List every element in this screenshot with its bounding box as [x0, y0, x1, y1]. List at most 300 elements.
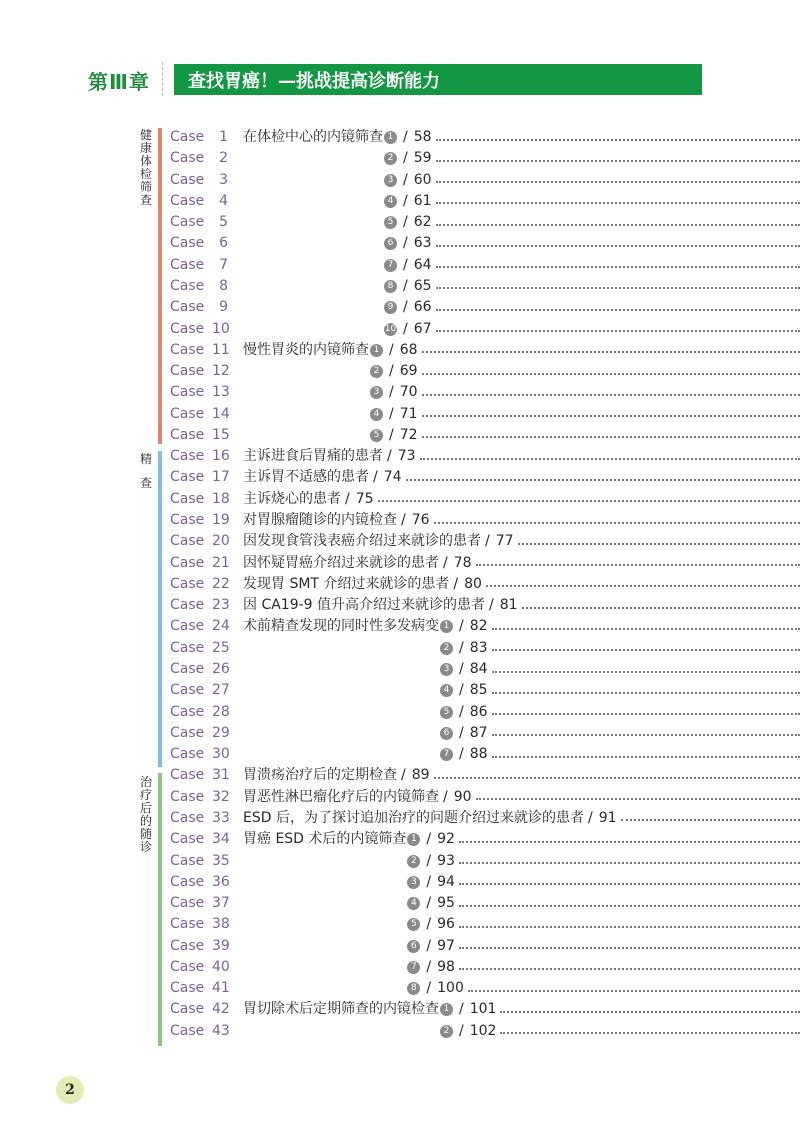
case-label: [170, 148, 228, 169]
case-word: Case: [170, 767, 205, 784]
separator-slash: /: [459, 1001, 464, 1018]
case-number: 17: [212, 469, 230, 486]
page-number-ref: 94: [437, 873, 455, 890]
entry-line: [243, 957, 800, 978]
circled-number-icon: 8: [384, 280, 397, 293]
case-number: 21: [212, 554, 230, 571]
toc-entry[interactable]: [0, 723, 800, 744]
dotted-leader: [422, 415, 800, 417]
page-number-ref: 100: [437, 980, 464, 997]
case-label: [170, 638, 228, 659]
dotted-leader: [436, 139, 800, 141]
separator-slash: /: [403, 320, 408, 337]
page-number-ref: 65: [413, 277, 432, 294]
case-number: 12: [212, 363, 230, 380]
separator-slash: /: [401, 512, 406, 529]
case-word: Case: [170, 512, 205, 529]
toc-entry[interactable]: [0, 936, 800, 957]
separator-slash: /: [426, 831, 432, 848]
dotted-leader: [436, 245, 800, 247]
page-number-ref: 66: [413, 299, 432, 316]
entry-line: [243, 659, 800, 680]
toc-entry[interactable]: [0, 531, 800, 552]
circled-number-icon: 5: [440, 706, 453, 719]
entry-title: 胃溃疡治疗后的定期检查: [243, 767, 397, 784]
separator-slash: /: [387, 448, 392, 465]
toc-entry[interactable]: [0, 212, 800, 233]
case-word: Case: [170, 724, 205, 741]
entry-line: [243, 531, 800, 552]
entry-line: [243, 914, 800, 935]
case-word: Case: [170, 682, 205, 699]
case-word: Case: [170, 895, 205, 912]
entry-line: [243, 319, 800, 340]
separator-slash: /: [403, 214, 408, 231]
case-label: [170, 276, 228, 297]
separator-slash: /: [459, 682, 464, 699]
circled-number-icon: 2: [407, 855, 420, 868]
case-word: Case: [170, 618, 205, 635]
dotted-leader: [468, 990, 800, 992]
case-word: Case: [170, 703, 205, 720]
case-label: [170, 914, 228, 935]
case-word: Case: [170, 448, 205, 465]
separator-slash: /: [443, 788, 448, 805]
circled-number-icon: 1: [370, 344, 383, 357]
page-number-ref: 89: [411, 767, 430, 784]
toc-entry[interactable]: [0, 893, 800, 914]
dotted-leader: [621, 819, 800, 821]
case-label: [170, 510, 228, 531]
case-number: 9: [219, 299, 228, 316]
page-number: 2: [56, 1076, 84, 1104]
toc-entry[interactable]: [0, 276, 800, 297]
case-number: 24: [212, 618, 230, 635]
toc-entry[interactable]: [0, 808, 800, 829]
case-word: Case: [170, 916, 205, 933]
circled-number-icon: 5: [370, 429, 383, 442]
separator-slash: /: [443, 554, 448, 571]
circled-number-icon: 3: [370, 386, 383, 399]
case-number: 20: [212, 533, 230, 550]
circled-number-icon: 3: [440, 663, 453, 676]
dotted-leader: [436, 202, 800, 204]
circled-number-icon: 1: [440, 620, 453, 633]
entry-line: [243, 233, 800, 254]
toc-entry[interactable]: [0, 404, 800, 425]
entry-line: [243, 999, 800, 1020]
toc-entry[interactable]: [0, 872, 800, 893]
entry-line: [243, 744, 800, 765]
dotted-leader: [492, 692, 800, 694]
dotted-leader: [436, 224, 800, 226]
case-number: 6: [219, 235, 228, 252]
toc-entry[interactable]: [0, 957, 800, 978]
dotted-leader: [436, 266, 800, 268]
entry-line: [243, 829, 800, 850]
entry-title: 主诉进食后胃痛的患者: [243, 448, 383, 465]
toc-entry[interactable]: [0, 170, 800, 191]
circled-number-icon: 8: [407, 982, 420, 995]
case-label: [170, 999, 228, 1020]
case-number: 7: [219, 256, 228, 273]
entry-line: [243, 127, 800, 148]
toc-entry[interactable]: [0, 446, 800, 467]
separator-slash: /: [389, 341, 394, 358]
dotted-leader: [492, 734, 800, 736]
toc-entry[interactable]: [0, 765, 800, 786]
separator-slash: /: [389, 363, 394, 380]
toc-entry[interactable]: [0, 999, 800, 1020]
case-label: [170, 340, 228, 361]
dotted-leader: [459, 862, 800, 864]
dotted-leader: [459, 883, 800, 885]
entry-line: [243, 276, 800, 297]
toc-entry[interactable]: [0, 467, 800, 488]
circled-number-icon: 7: [384, 259, 397, 272]
page-number-ref: 95: [437, 895, 455, 912]
case-word: Case: [170, 171, 205, 188]
circled-number-icon: 7: [440, 748, 453, 761]
case-label: [170, 531, 228, 552]
toc-entry[interactable]: [0, 595, 800, 616]
page-number-ref: 75: [355, 490, 374, 507]
case-number: 15: [212, 426, 230, 443]
entry-line: [243, 382, 800, 403]
toc-entry[interactable]: [0, 680, 800, 701]
separator-slash: /: [426, 895, 432, 912]
entry-line: [243, 510, 800, 531]
page-number-ref: 102: [469, 1022, 497, 1039]
entry-line: [243, 808, 800, 829]
separator-slash: /: [459, 639, 464, 656]
header-divider: [162, 62, 163, 96]
toc-entry[interactable]: [0, 489, 800, 510]
case-label: [170, 659, 228, 680]
toc-entry[interactable]: [0, 361, 800, 382]
case-number: 10: [212, 320, 230, 337]
dotted-leader: [476, 564, 800, 566]
separator-slash: /: [489, 597, 494, 614]
separator-slash: /: [485, 533, 490, 550]
case-word: Case: [170, 831, 205, 848]
circled-number-icon: 1: [407, 833, 420, 846]
case-label: [170, 957, 228, 978]
case-word: Case: [170, 363, 205, 380]
case-word: Case: [170, 1001, 205, 1018]
case-number: 5: [219, 214, 228, 231]
separator-slash: /: [459, 703, 464, 720]
dotted-leader: [436, 287, 800, 289]
dotted-leader: [436, 160, 800, 162]
dotted-leader: [492, 628, 800, 630]
circled-number-icon: 4: [407, 897, 420, 910]
toc-entry[interactable]: [0, 851, 800, 872]
page-number-ref: 61: [413, 192, 432, 209]
entry-title: 主诉烧心的患者: [243, 490, 341, 507]
case-number: 26: [212, 661, 230, 677]
toc-entry[interactable]: [0, 297, 800, 318]
case-label: [170, 489, 228, 510]
case-label: [170, 425, 228, 446]
case-number: 38: [212, 916, 230, 933]
dotted-leader: [492, 649, 800, 651]
case-word: Case: [170, 469, 205, 486]
circled-number-icon: 2: [440, 1025, 453, 1038]
circled-number-icon: 2: [440, 642, 453, 655]
case-number: 39: [212, 937, 230, 954]
dotted-leader: [459, 968, 800, 970]
case-number: 33: [212, 809, 230, 826]
entry-line: [243, 170, 800, 191]
page-number-ref: 78: [453, 554, 472, 571]
toc-entry[interactable]: [0, 574, 800, 595]
case-number: 29: [212, 724, 230, 741]
toc-entry[interactable]: [0, 425, 800, 446]
page-number-ref: 74: [383, 469, 402, 486]
case-number: 14: [212, 405, 230, 422]
entry-title: 术前精查发现的同时性多发病变: [243, 618, 439, 635]
page-number-ref: 85: [469, 682, 488, 699]
toc-entry[interactable]: [0, 510, 800, 531]
case-label: [170, 382, 228, 403]
toc-entry[interactable]: [0, 340, 800, 361]
entry-line: [243, 361, 800, 382]
page-number-ref: 69: [399, 363, 418, 380]
case-word: Case: [170, 1022, 205, 1039]
case-word: Case: [170, 129, 205, 145]
entry-line: [243, 255, 800, 276]
case-label: [170, 936, 228, 957]
separator-slash: /: [403, 299, 408, 316]
separator-slash: /: [426, 852, 432, 869]
circled-number-icon: 7: [407, 961, 420, 974]
case-word: Case: [170, 661, 205, 677]
entry-title: ESD 后，为了探讨追加治疗的问题介绍过来就诊的患者: [243, 809, 584, 826]
toc-entry[interactable]: [0, 233, 800, 254]
toc-entry[interactable]: [0, 638, 800, 659]
entry-line: [243, 702, 800, 723]
page-number-ref: 91: [598, 809, 617, 826]
toc-entry[interactable]: [0, 127, 800, 148]
separator-slash: /: [403, 235, 408, 252]
toc-entry[interactable]: [0, 978, 800, 999]
entry-line: [243, 893, 800, 914]
case-number: 32: [212, 788, 230, 805]
separator-slash: /: [426, 916, 432, 933]
chapter-title-bar: [174, 64, 702, 95]
toc-entry[interactable]: [0, 255, 800, 276]
toc-entry[interactable]: [0, 659, 800, 680]
case-word: Case: [170, 980, 205, 997]
entry-line: [243, 553, 800, 574]
circled-number-icon: 5: [384, 216, 397, 229]
case-word: Case: [170, 384, 205, 401]
toc-entry[interactable]: [0, 914, 800, 935]
circled-number-icon: 4: [440, 684, 453, 697]
circled-number-icon: 6: [407, 940, 420, 953]
case-number: 16: [212, 448, 230, 465]
circled-number-icon: 1: [384, 131, 397, 144]
case-label: [170, 829, 228, 850]
separator-slash: /: [389, 384, 394, 401]
dotted-leader: [500, 1011, 800, 1013]
dotted-leader: [422, 436, 800, 438]
section-label-detailed-exam: 精 查: [139, 452, 152, 490]
dotted-leader: [486, 585, 800, 587]
separator-slash: /: [345, 490, 350, 507]
case-label: [170, 808, 228, 829]
dotted-leader: [422, 351, 800, 353]
toc-entry[interactable]: [0, 616, 800, 637]
entry-line: [243, 425, 800, 446]
separator-slash: /: [459, 618, 464, 635]
toc-entry[interactable]: [0, 319, 800, 340]
case-word: Case: [170, 873, 205, 890]
page-number-ref: 67: [413, 320, 432, 337]
chapter-title: 查找胃癌！—挑战提高诊断能力: [188, 71, 440, 92]
case-word: Case: [170, 299, 205, 316]
entry-line: [243, 489, 800, 510]
page-number-ref: 70: [399, 384, 418, 401]
entry-line: [243, 595, 800, 616]
case-label: [170, 404, 228, 425]
entry-line: [243, 765, 800, 786]
page-number-ref: 88: [469, 746, 488, 763]
case-number: 19: [212, 512, 230, 529]
separator-slash: /: [403, 150, 408, 167]
separator-slash: /: [426, 873, 432, 890]
entry-title: 发现胃 SMT 介绍过来就诊的患者: [243, 575, 450, 592]
page-number-ref: 60: [413, 171, 432, 188]
toc-entry[interactable]: [0, 382, 800, 403]
case-label: [170, 744, 228, 765]
separator-slash: /: [459, 661, 464, 677]
case-label: [170, 1021, 228, 1042]
entry-line: [243, 404, 800, 425]
entry-title: 胃切除术后定期筛查的内镜检查: [243, 1001, 439, 1018]
dotted-leader: [434, 777, 800, 779]
case-label: [170, 787, 228, 808]
toc-entry[interactable]: [0, 702, 800, 723]
entry-line: [243, 851, 800, 872]
case-word: Case: [170, 235, 205, 252]
toc-entry[interactable]: [0, 1021, 800, 1042]
case-number: 1: [219, 129, 228, 145]
dotted-leader: [378, 500, 800, 502]
case-word: Case: [170, 426, 205, 443]
page-number-ref: 97: [437, 937, 455, 954]
entry-title: 因 CA19-9 值升高介绍过来就诊的患者: [243, 597, 486, 614]
case-number: 13: [212, 384, 230, 401]
separator-slash: /: [389, 405, 394, 422]
circled-number-icon: 10: [384, 323, 397, 334]
toc-entry[interactable]: [0, 744, 800, 765]
case-number: 35: [212, 852, 230, 869]
separator-slash: /: [426, 958, 432, 975]
toc-entry[interactable]: [0, 787, 800, 808]
entry-line: [243, 787, 800, 808]
case-label: [170, 446, 228, 467]
page-number-ref: 92: [437, 831, 455, 848]
case-word: Case: [170, 852, 205, 869]
case-number: 36: [212, 873, 230, 890]
dotted-leader: [500, 1032, 800, 1034]
case-label: [170, 467, 228, 488]
page-number-ref: 64: [413, 256, 432, 273]
entry-title: 因发现食管浅表癌介绍过来就诊的患者: [243, 533, 481, 550]
circled-number-icon: 6: [384, 237, 397, 250]
circled-number-icon: 4: [370, 408, 383, 421]
entry-line: [243, 467, 800, 488]
entry-line: [243, 212, 800, 233]
dotted-leader: [420, 458, 800, 460]
page-number-ref: 87: [469, 724, 488, 741]
toc-entry[interactable]: [0, 148, 800, 169]
page-number-ref: 101: [469, 1001, 497, 1018]
case-label: [170, 616, 228, 637]
case-number: 30: [212, 746, 230, 763]
case-label: [170, 127, 228, 148]
case-label: [170, 233, 228, 254]
case-label: [170, 723, 228, 744]
circled-number-icon: 2: [384, 152, 397, 165]
case-word: Case: [170, 746, 205, 763]
case-label: [170, 872, 228, 893]
toc-entry[interactable]: [0, 553, 800, 574]
separator-slash: /: [403, 277, 408, 294]
case-number: 25: [212, 639, 230, 656]
circled-number-icon: 3: [384, 174, 397, 187]
page-number-ref: 93: [437, 852, 455, 869]
case-label: [170, 680, 228, 701]
entry-title: 胃恶性淋巴瘤化疗后的内镜筛查: [243, 788, 439, 805]
case-number: 11: [212, 341, 230, 358]
entry-title: 对胃腺瘤随诊的内镜检查: [243, 512, 397, 529]
case-word: Case: [170, 256, 205, 273]
case-label: [170, 702, 228, 723]
case-word: Case: [170, 150, 205, 167]
case-label: [170, 170, 228, 191]
case-word: Case: [170, 341, 205, 358]
chapter-header: [0, 62, 800, 96]
dotted-leader: [522, 607, 800, 609]
case-number: 18: [212, 490, 230, 507]
toc-entry[interactable]: [0, 191, 800, 212]
entry-line: [243, 446, 800, 467]
case-label: [170, 893, 228, 914]
page-number-ref: 68: [399, 341, 418, 358]
case-number: 42: [212, 1001, 230, 1018]
page-number-ref: 86: [469, 703, 488, 720]
page-number-ref: 71: [399, 405, 418, 422]
dotted-leader: [436, 309, 800, 311]
entry-line: [243, 638, 800, 659]
page-number-ref: 76: [411, 512, 430, 529]
entry-line: [243, 680, 800, 701]
case-word: Case: [170, 554, 205, 571]
separator-slash: /: [459, 724, 464, 741]
page-number-ref: 73: [397, 448, 416, 465]
toc-entry[interactable]: [0, 829, 800, 850]
case-word: Case: [170, 533, 205, 550]
dotted-leader: [459, 926, 800, 928]
entry-title: 胃癌 ESD 术后的内镜筛查: [243, 831, 407, 848]
case-number: 43: [212, 1022, 230, 1039]
case-word: Case: [170, 490, 205, 507]
case-number: 4: [219, 192, 228, 209]
case-word: Case: [170, 405, 205, 422]
